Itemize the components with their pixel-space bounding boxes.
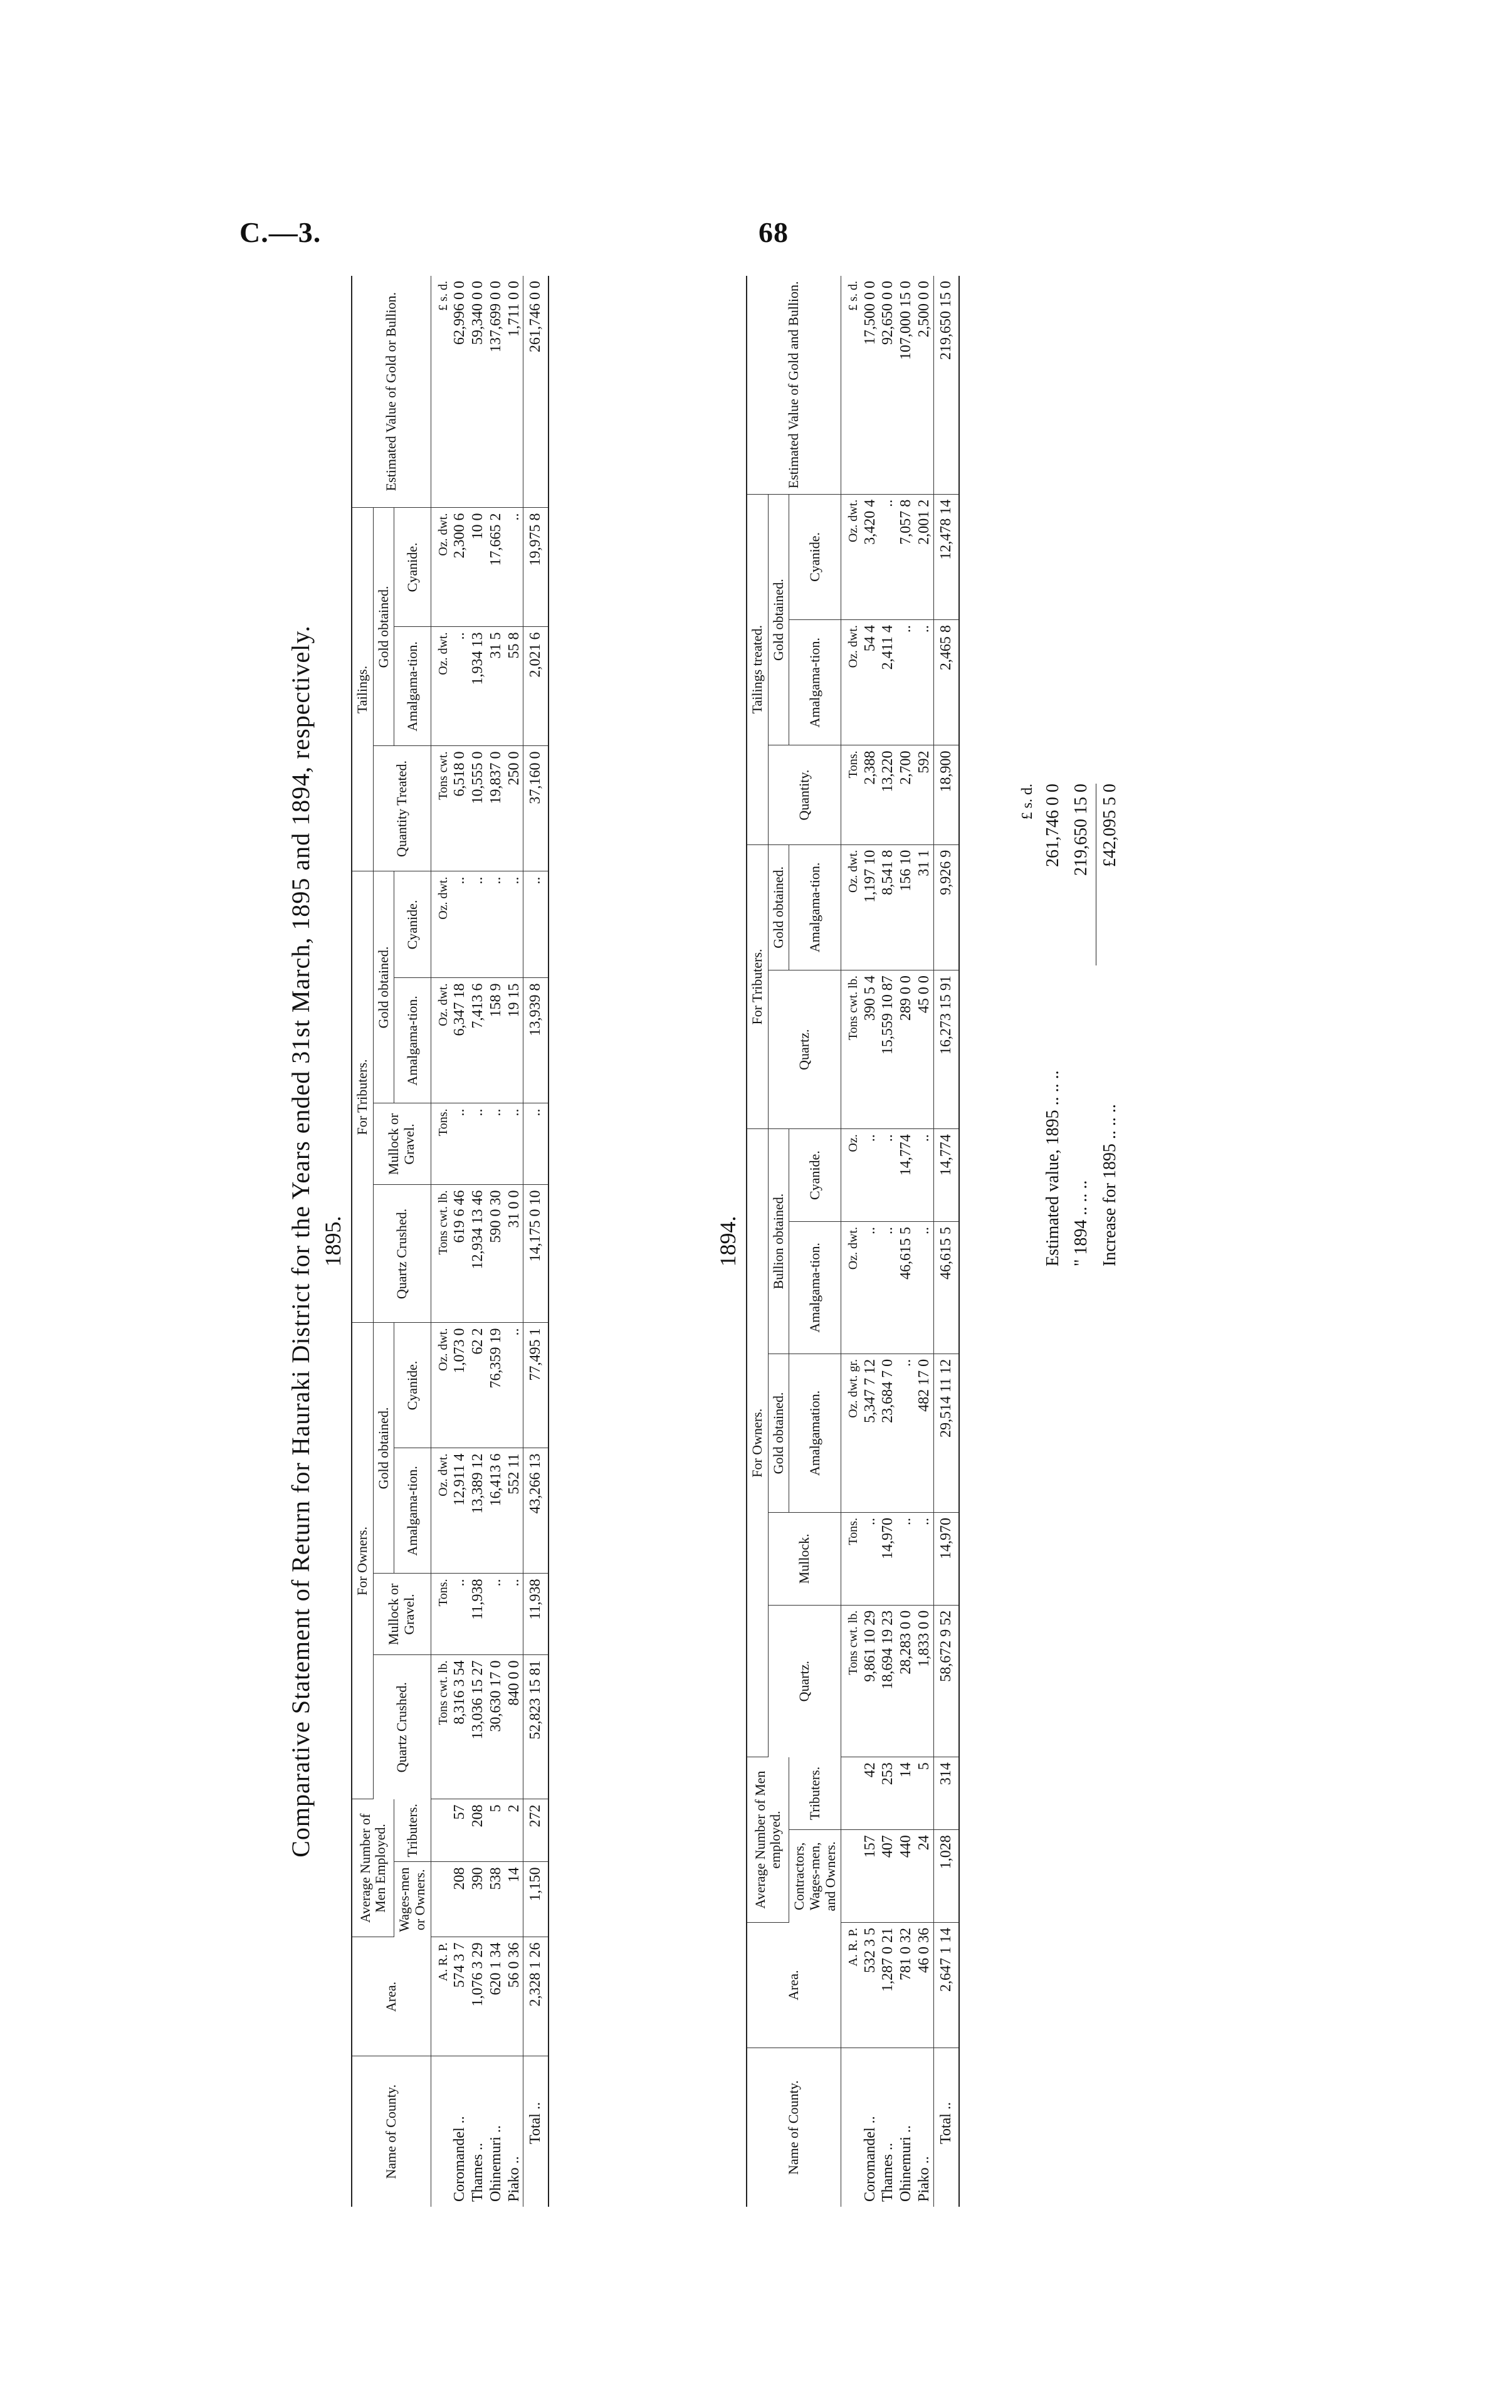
value-cell: 56 0 36 [505,1937,523,2056]
county-cell: Ohinemuri .. [898,2125,915,2202]
col-tailings-gold-obtained: Gold obtained. [768,494,789,745]
value-cell: 15,559 10 87 [879,970,897,1129]
value-cell: 77,495 1 [523,1323,549,1448]
col-tailings-cyanide: Cyanide. [789,494,841,619]
value-cell: 261,746 0 0 [523,276,549,508]
table-row [915,276,933,2207]
col-trib-quartz: Quartz. [768,970,841,1129]
value-cell: 5 [487,1799,505,1862]
value-cell: Oz. dwt. [431,627,451,746]
col-tailings-amalgamation: Amalgama-tion. [394,627,431,746]
col-owners-amalgamation: Amalgamation. [789,1354,841,1512]
value-cell: 19,975 8 [523,508,549,627]
col-men-employed: Average Number of Men Employed. [352,1799,394,1937]
value-cell: 43,266 13 [523,1448,549,1574]
value-cell [431,1799,451,1862]
value-cell: 8,541 8 [879,844,897,970]
summary-amount: 261,746 0 0 [1043,784,1063,867]
value-cell: Oz. dwt. [431,871,451,978]
value-cell: 10 0 [469,508,487,627]
value-cell: 24 [915,1830,933,1923]
col-wages-men: Wages-men or Owners. [394,1862,431,1937]
value-cell: 14,970 [934,1513,959,1606]
value-cell: .. [915,1513,933,1606]
value-cell: 7,413 6 [469,978,487,1103]
value-cell: 1,934 13 [469,627,487,746]
col-for-tributers: For Tributers. [747,844,768,1129]
value-cell: 2,021 6 [523,627,549,746]
value-cell: 407 [879,1830,897,1923]
county-cell: Coromandel .. [451,2116,468,2202]
value-cell: 19 15 [505,978,523,1103]
value-cell: .. [487,1574,505,1655]
value-cell: 14 [897,1757,915,1830]
value-cell: Oz. [841,1129,861,1222]
total-row [523,276,549,2207]
col-trib-amalgamation: Amalgama-tion. [789,844,841,970]
value-cell: 1,197 10 [861,844,879,970]
col-owners-gold-obtained: Gold obtained. [768,1354,789,1512]
col-tributers: Tributers. [789,1757,841,1830]
value-cell: 1,076 3 29 [469,1937,487,2056]
year-label-1894: 1894. [715,1216,740,1267]
county-cell: Piako .. [916,2156,933,2202]
summary-units: £ s. d. [1019,784,1036,820]
col-area: Area. [352,1937,431,2056]
value-cell: 2,411 4 [879,620,897,745]
value-cell: 13,036 15 27 [469,1655,487,1799]
value-cell: 52,823 15 81 [523,1655,549,1799]
table-row [861,276,879,2207]
value-cell: 2,388 [861,745,879,844]
value-cell: 390 5 4 [861,970,879,1129]
value-cell: 2,300 6 [451,508,469,627]
col-name-of-county: Name of County. [747,2048,841,2207]
col-estimated-value: Estimated Value of Gold and Bullion. [747,276,841,494]
value-cell: 29,514 11 12 [934,1354,959,1512]
value-cell: 3,420 4 [861,494,879,619]
value-cell: .. [523,1103,549,1185]
value-cell: Tons. [841,745,861,844]
value-cell: .. [451,1103,469,1185]
value-cell: 6,518 0 [451,746,469,871]
value-cell: 13,220 [879,745,897,844]
value-cell: 532 3 5 [861,1922,879,2048]
value-cell: 37,160 0 [523,746,549,871]
value-cell: .. [487,871,505,978]
value-cell: 18,900 [934,745,959,844]
col-for-owners: For Owners. [352,1323,373,1799]
summary-row [1096,784,1125,1266]
summary-row [1068,784,1096,1266]
value-cell: A. R. P. [431,1937,451,2056]
value-cell: 5 [915,1757,933,1830]
value-cell: Tons cwt. lb. [841,1605,861,1757]
value-cell: 619 6 46 [451,1185,469,1323]
value-cell: 14 [505,1862,523,1937]
value-cell: 59,340 0 0 [469,276,487,508]
value-cell: 107,000 15 0 [897,276,915,494]
value-cell: 42 [861,1757,879,1830]
value-cell: A. R. P. [841,1922,861,2048]
value-cell: 76,359 19 [487,1323,505,1448]
value-cell: 390 [469,1862,487,1937]
value-cell: Oz. dwt. [841,844,861,970]
value-cell: 62,996 0 0 [451,276,469,508]
value-cell: 552 11 [505,1448,523,1574]
value-cell: 17,665 2 [487,508,505,627]
value-cell: 16,413 6 [487,1448,505,1574]
value-cell: .. [487,1103,505,1185]
summary-block [1016,784,1125,1266]
value-cell: .. [505,1574,523,1655]
table-row [469,276,487,2207]
value-cell: .. [861,1221,879,1354]
value-cell: 10,555 0 [469,746,487,871]
value-cell: 14,970 [879,1513,897,1606]
col-men-employed: Average Number of Men employed. [747,1757,789,1923]
value-cell: 2,465 8 [934,620,959,745]
col-bullion-cyanide: Cyanide. [789,1129,841,1222]
col-tailings-quantity: Quantity. [768,745,841,844]
value-cell: .. [505,871,523,978]
value-cell: .. [879,1221,897,1354]
col-tailings-treated: Tailings treated. [747,494,768,844]
value-cell: £ s. d. [431,276,451,508]
value-cell: Tons cwt. [431,746,451,871]
col-area: Area. [747,1922,841,2048]
value-cell: 620 1 34 [487,1937,505,2056]
value-cell: 12,911 4 [451,1448,469,1574]
value-cell: 14,175 0 10 [523,1185,549,1323]
value-cell: 57 [451,1799,469,1862]
value-cell: 54 4 [861,620,879,745]
value-cell: 1,073 0 [451,1323,469,1448]
col-tailings-amalgamation: Amalgama-tion. [789,620,841,745]
value-cell: 18,694 19 23 [879,1605,897,1757]
col-owners-gold-obtained: Gold obtained. [373,1323,394,1574]
value-cell: £ s. d. [841,276,861,494]
value-cell: 538 [487,1862,505,1937]
col-trib-gold-obtained: Gold obtained. [768,844,789,970]
value-cell: 9,926 9 [934,844,959,970]
value-cell: 58,672 9 52 [934,1605,959,1757]
col-contractors: Contractors, Wages-men, and Owners. [789,1830,841,1923]
county-cell: Total .. [934,2048,959,2207]
value-cell: Oz. dwt. [431,1448,451,1574]
col-tailings: Tailings. [352,508,373,871]
value-cell: 208 [451,1862,469,1937]
value-cell: .. [879,494,897,619]
value-cell: Tons. [431,1103,451,1185]
county-cell [841,2048,861,2207]
value-cell: 592 [915,745,933,844]
col-owners-quartz-crushed: Quartz Crushed. [373,1655,431,1799]
value-cell: 208 [469,1799,487,1862]
value-cell: 440 [897,1830,915,1923]
value-cell: 14,774 [897,1129,915,1222]
col-owners-quartz: Quartz. [768,1605,841,1757]
summary-amount: £42,095 5 0 [1100,784,1120,867]
value-cell: Tons cwt. lb. [841,970,861,1129]
value-cell: Tons. [841,1513,861,1606]
value-cell: .. [523,871,549,978]
value-cell: 2,500 0 0 [915,276,933,494]
value-cell: .. [469,1103,487,1185]
value-cell: 219,650 15 0 [934,276,959,494]
col-name-of-county: Name of County. [352,2056,431,2207]
table-row [451,276,469,2207]
value-cell: 12,934 13 46 [469,1185,487,1323]
col-tailings-quantity: Quantity Treated. [373,746,431,871]
rotated-content [276,276,1153,2207]
summary-amount: 219,650 15 0 [1071,784,1091,876]
table-1895 [351,276,549,2207]
table-1894-body [841,276,959,2207]
col-tailings-cyanide: Cyanide. [394,508,431,627]
value-cell: 7,057 8 [897,494,915,619]
value-cell: .. [861,1513,879,1606]
value-cell: 2,001 2 [915,494,933,619]
value-cell: .. [469,871,487,978]
value-cell: 23,684 7 0 [879,1354,897,1512]
county-cell: Thames .. [469,2143,486,2202]
value-cell [841,1757,861,1830]
value-cell: Tons. [431,1574,451,1655]
value-cell [431,1862,451,1937]
value-cell: 2,328 1 26 [523,1937,549,2056]
col-owners-amalgamation: Amalgama-tion. [394,1448,431,1574]
value-cell: 1,711 0 0 [505,276,523,508]
value-cell: 482 17 0 [915,1354,933,1512]
col-owners-mullock: Mullock. [768,1513,841,1606]
summary-label: " 1894 .. .. .. [1071,1180,1091,1266]
value-cell: 1,287 0 21 [879,1922,897,2048]
value-cell: 2 [505,1799,523,1862]
value-cell: 11,938 [469,1574,487,1655]
summary-row [1039,784,1068,1266]
value-cell: 5,347 7 12 [861,1354,879,1512]
value-cell: 314 [934,1757,959,1830]
value-cell: .. [879,1129,897,1222]
value-cell: 156 10 [897,844,915,970]
value-cell: Tons cwt. lb. [431,1655,451,1799]
col-trib-mullock: Mullock or Gravel. [373,1103,431,1185]
value-cell: 31 1 [915,844,933,970]
value-cell: 1,833 0 0 [915,1605,933,1757]
value-cell: 45 0 0 [915,970,933,1129]
county-cell: Total .. [523,2056,549,2207]
value-cell: 92,650 0 0 [879,276,897,494]
value-cell: .. [451,1574,469,1655]
value-cell: 9,861 10 29 [861,1605,879,1757]
col-trib-amalgamation: Amalgama-tion. [394,978,431,1103]
value-cell: .. [451,627,469,746]
value-cell: 8,316 3 54 [451,1655,469,1799]
col-owners-cyanide: Cyanide. [394,1323,431,1448]
value-cell: .. [897,620,915,745]
value-cell: Oz. dwt. [431,978,451,1103]
value-cell: .. [505,1103,523,1185]
value-cell: .. [861,1129,879,1222]
county-cell: Thames .. [879,2143,896,2202]
value-cell [841,1830,861,1923]
year-label-1895: 1895. [320,1216,345,1267]
col-trib-quartz-crushed: Quartz Crushed. [373,1185,431,1323]
value-cell: 31 0 0 [505,1185,523,1323]
col-estimated-value: Estimated Value of Gold or Bullion. [352,276,431,508]
value-cell: 55 8 [505,627,523,746]
table-1895-body [431,276,549,2207]
value-cell: .. [505,508,523,627]
value-cell: 16,273 15 91 [934,970,959,1129]
value-cell: 250 0 [505,746,523,871]
summary-label: Estimated value, 1895 .. .. .. [1043,1070,1063,1266]
county-cell: Piako .. [505,2156,522,2202]
value-cell: .. [505,1323,523,1448]
col-owners-mullock: Mullock or Gravel. [373,1574,431,1655]
total-row [934,276,959,2207]
table-row [487,276,505,2207]
table-row [505,276,523,2207]
value-cell: Oz. dwt. [431,1323,451,1448]
value-cell: 2,700 [897,745,915,844]
value-cell: 13,939 8 [523,978,549,1103]
value-cell: 157 [861,1830,879,1923]
value-cell: 1,028 [934,1830,959,1923]
value-cell: 31 5 [487,627,505,746]
value-cell: 11,938 [523,1574,549,1655]
col-tributers: Tributers. [394,1799,431,1862]
col-trib-gold-obtained: Gold obtained. [373,871,394,1103]
value-cell: 253 [879,1757,897,1830]
value-cell: 28,283 0 0 [897,1605,915,1757]
table-row [897,276,915,2207]
value-cell: 158 9 [487,978,505,1103]
value-cell: 289 0 0 [897,970,915,1129]
county-cell: Ohinemuri .. [487,2125,504,2202]
col-trib-cyanide: Cyanide. [394,871,431,978]
col-owners-bullion-obtained: Bullion obtained. [768,1129,789,1354]
value-cell: .. [915,620,933,745]
page-ref: C.—3. [239,216,322,248]
col-for-tributers: For Tributers. [352,871,373,1323]
page-number: 68 [759,216,789,248]
value-cell: .. [897,1513,915,1606]
value-cell: 14,774 [934,1129,959,1222]
value-cell: Tons cwt. lb. [431,1185,451,1323]
value-cell: 781 0 32 [897,1922,915,2048]
value-cell: .. [897,1354,915,1512]
value-cell: 62 2 [469,1323,487,1448]
value-cell: 46,615 5 [897,1221,915,1354]
value-cell: .. [915,1129,933,1222]
col-tailings-gold-obtained: Gold obtained. [373,508,394,746]
value-cell: 272 [523,1799,549,1862]
col-bullion-amalgamation: Amalgama-tion. [789,1221,841,1354]
county-cell: Coromandel .. [861,2116,878,2202]
value-cell: 137,699 0 0 [487,276,505,508]
value-cell: 1,150 [523,1862,549,1937]
value-cell: 30,630 17 0 [487,1655,505,1799]
value-cell: Oz. dwt. [841,1221,861,1354]
value-cell: 6,347 18 [451,978,469,1103]
value-cell: .. [451,871,469,978]
value-cell: 46 0 36 [915,1922,933,2048]
value-cell: 590 0 30 [487,1185,505,1323]
value-cell: .. [915,1221,933,1354]
value-cell: Oz. dwt. [841,494,861,619]
value-cell: 17,500 0 0 [861,276,879,494]
county-cell [431,2056,451,2207]
table-1894 [746,276,960,2207]
table-row [879,276,897,2207]
value-cell: Oz. dwt. gr. [841,1354,861,1512]
value-cell: 19,837 0 [487,746,505,871]
units-row [841,276,861,2207]
value-cell: 13,389 12 [469,1448,487,1574]
value-cell: 574 3 7 [451,1937,469,2056]
page-title: Comparative Statement of Return for Hauraki District for the Years ended 31st March, 1895 and 1894, respectively. [286,625,315,1858]
value-cell: 12,478 14 [934,494,959,619]
summary-label: Increase for 1895 .. .. .. [1100,1104,1120,1266]
value-cell: Oz. dwt. [431,508,451,627]
value-cell: 46,615 5 [934,1221,959,1354]
units-row [431,276,451,2207]
value-cell: Oz. dwt. [841,620,861,745]
value-cell: 840 0 0 [505,1655,523,1799]
value-cell: 2,647 1 14 [934,1922,959,2048]
col-for-owners: For Owners. [747,1129,768,1757]
